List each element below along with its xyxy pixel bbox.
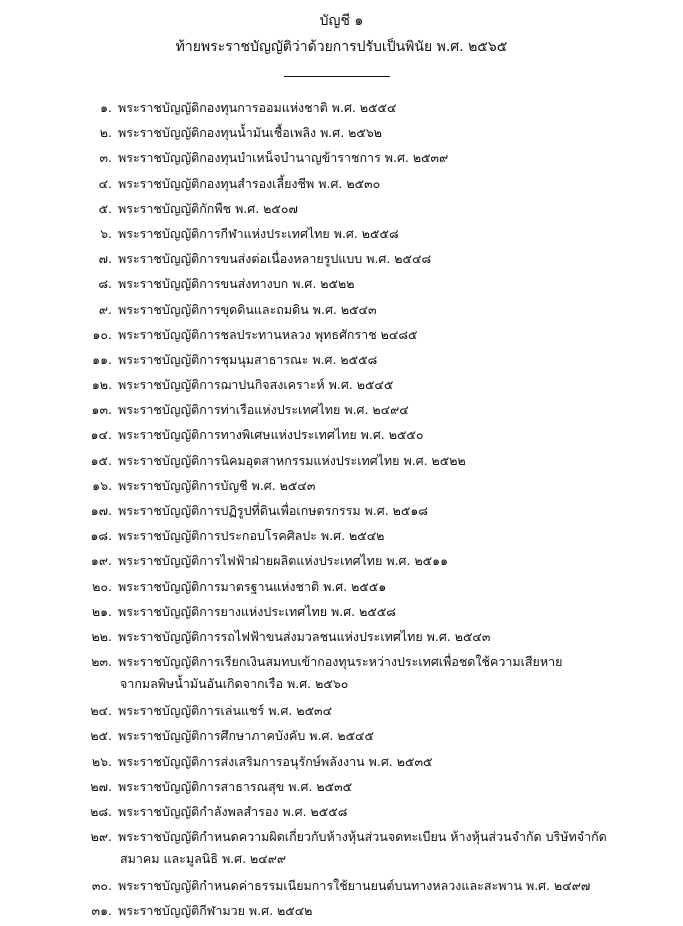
item-number: ๑๒. (91, 377, 112, 393)
item-number: ๑๔. (90, 427, 112, 443)
list-item (0, 425, 683, 450)
act-title: พระราชบัญญัติกองทุนการออมแห่งชาติ พ.ศ. ๒๕๕๔ (118, 100, 397, 115)
act-title: พระราชบัญญัติกำลังพลสำรอง พ.ศ. ๒๕๕๘ (118, 803, 348, 819)
act-title: พระราชบัญญัติการปฏิรูปที่ดินเพื่อเกษตรกรรม พ.ศ. ๒๕๑๘ (118, 503, 428, 518)
act-title-continuation: สมาคม และมูลนิธิ พ.ศ. ๒๔๙๙ (120, 851, 287, 867)
act-title: พระราชบัญญัติการมาตรฐานแห่งชาติ พ.ศ. ๒๕๕๑ (118, 578, 387, 594)
act-title: พระราชบัญญัติกำหนดความผิดเกี่ยวกับห้างหุ้นส่วนจดทะเบียน ห้างหุ้นส่วนจำกัด บริษัทจำกัด (118, 829, 607, 845)
schedule-title: บัญชี ๑ (319, 13, 364, 29)
act-title: พระราชบัญญัติการฌาปนกิจสงเคราะห์ พ.ศ. ๒๕๔๕ (118, 377, 394, 393)
item-number: ๒๓. (91, 654, 112, 670)
list-item (0, 451, 683, 476)
list-item (0, 652, 683, 701)
act-title: พระราชบัญญัติการไฟฟ้าฝ่ายผลิตแห่งประเทศไทย พ.ศ. ๒๕๑๑ (118, 553, 449, 569)
item-number: ๑๕. (90, 452, 112, 468)
item-number: ๓๐. (91, 878, 112, 894)
act-list (0, 98, 683, 926)
list-item (0, 551, 683, 576)
list-item (0, 199, 683, 224)
item-number: ๒๕. (90, 728, 112, 744)
act-title: พระราชบัญญัติการรถไฟฟ้าขนส่งมวลชนแห่งประเทศไทย พ.ศ. ๒๕๔๓ (118, 628, 491, 644)
item-number: ๒๙. (90, 829, 112, 845)
item-number: ๒๔. (90, 703, 112, 719)
list-item (0, 901, 683, 926)
act-title-continuation: จากมลพิษน้ำมันอันเกิดจากเรือ พ.ศ. ๒๕๖๐ (120, 676, 349, 692)
act-title: พระราชบัญญัติการท่าเรือแห่งประเทศไทย พ.ศ. ๒๔๙๔ (118, 402, 409, 418)
list-item (0, 400, 683, 425)
list-item (0, 476, 683, 501)
list-item (0, 802, 683, 827)
act-title: พระราชบัญญัติการยางแห่งประเทศไทย พ.ศ. ๒๕๕๘ (118, 603, 396, 619)
item-number: ๖. (100, 225, 112, 241)
item-number: ๒๐. (92, 578, 112, 594)
item-number: ๑๘. (90, 528, 112, 544)
item-number: ๓. (99, 150, 112, 166)
list-item (0, 577, 683, 602)
item-number: ๙. (98, 301, 112, 317)
list-item (0, 98, 683, 123)
act-title: พระราชบัญญัติการขนส่งต่อเนื่องหลายรูปแบบ พ.ศ. ๒๕๔๘ (118, 251, 432, 267)
item-number: ๒๘. (90, 803, 112, 819)
item-number: ๑๐. (92, 326, 112, 342)
list-item (0, 274, 683, 299)
list-item (0, 827, 683, 876)
act-title: พระราชบัญญัติกองทุนบำเหน็จบำนาญข้าราชการ พ.ศ. ๒๕๓๙ (118, 150, 449, 166)
schedule-subtitle: ท้ายพระราชบัญญัติว่าด้วยการปรับเป็นพินัย พ.ศ. ๒๕๖๕ (175, 39, 508, 55)
list-item (0, 726, 683, 751)
act-title: พระราชบัญญัติการประกอบโรคศิลปะ พ.ศ. ๒๕๔๒ (118, 528, 385, 544)
list-item (0, 876, 683, 901)
list-item (0, 777, 683, 802)
act-title: พระราชบัญญัติการนิคมอุตสาหกรรมแห่งประเทศไทย พ.ศ. ๒๕๒๒ (118, 452, 466, 468)
list-item (0, 300, 683, 325)
act-title: พระราชบัญญัติการศึกษาภาคบังคับ พ.ศ. ๒๕๔๕ (118, 728, 374, 744)
item-number: ๗. (98, 251, 112, 267)
act-title: พระราชบัญญัติกำหนดค่าธรรมเนียมการใช้ยานยนต์บนทางหลวงและสะพาน พ.ศ. ๒๔๙๗ (118, 878, 591, 894)
item-number: ๔. (98, 175, 112, 191)
list-item (0, 602, 683, 627)
act-title: พระราชบัญญัติการขนส่งทางบก พ.ศ. ๒๕๒๒ (118, 276, 355, 292)
act-title: พระราชบัญญัติการชลประทานหลวง พุทธศักราช ๒๔๘๕ (118, 326, 418, 342)
act-title: พระราชบัญญัติการขุดดินและถมดิน พ.ศ. ๒๕๔๓ (118, 301, 377, 317)
item-number: ๒๑. (91, 603, 112, 619)
list-item (0, 752, 683, 777)
item-number: ๘. (98, 276, 112, 292)
title-divider (284, 76, 390, 77)
list-item (0, 249, 683, 274)
act-title: พระราชบัญญัติการสาธารณสุข พ.ศ. ๒๕๓๕ (118, 778, 353, 794)
act-title: พระราชบัญญัติการส่งเสริมการอนุรักษ์พลังงาน พ.ศ. ๒๕๓๕ (118, 753, 433, 769)
item-number: ๒๗. (90, 778, 112, 794)
item-number: ๑. (100, 100, 112, 115)
list-item (0, 375, 683, 400)
act-title: พระราชบัญญัติการกีฬาแห่งประเทศไทย พ.ศ. ๒๕๕๘ (118, 225, 399, 241)
act-title: พระราชบัญญัติการชุมนุมสาธารณะ พ.ศ. ๒๕๕๘ (118, 351, 378, 367)
act-title: พระราชบัญญัติกีฬามวย พ.ศ. ๒๕๔๒ (118, 903, 313, 919)
item-number: ๒๖. (91, 753, 112, 769)
item-number: ๓๑. (91, 903, 112, 919)
list-item (0, 627, 683, 652)
act-title: พระราชบัญญัติการเล่นแชร์ พ.ศ. ๒๕๓๔ (118, 703, 333, 719)
act-title: พระราชบัญญัติการเรียกเงินสมทบเข้ากองทุนระหว่างประเทศเพื่อชดใช้ความเสียหาย (118, 654, 563, 670)
list-item (0, 501, 683, 526)
list-item (0, 526, 683, 551)
list-item (0, 701, 683, 726)
item-number: ๒๒. (91, 628, 112, 644)
act-title: พระราชบัญญัติการทางพิเศษแห่งประเทศไทย พ.ศ. ๒๕๕๐ (118, 427, 424, 443)
list-item (0, 350, 683, 375)
act-title: พระราชบัญญัติกักพืช พ.ศ. ๒๕๐๗ (118, 200, 298, 216)
list-item (0, 325, 683, 350)
item-number: ๑๑. (92, 351, 112, 367)
act-title: พระราชบัญญัติกองทุนน้ำมันเชื้อเพลิง พ.ศ. ๒๕๖๒ (118, 125, 383, 141)
item-number: ๑๗. (90, 503, 112, 518)
list-item (0, 148, 683, 173)
item-number: ๕. (98, 200, 112, 216)
act-title: พระราชบัญญัติการบัญชี พ.ศ. ๒๕๔๓ (118, 477, 316, 493)
item-number: ๑๖. (92, 477, 112, 493)
item-number: ๑๙. (90, 553, 112, 569)
list-item (0, 224, 683, 249)
act-title: พระราชบัญญัติกองทุนสำรองเลี้ยงชีพ พ.ศ. ๒๕๓๐ (118, 175, 381, 191)
item-number: ๒. (99, 125, 112, 141)
list-item (0, 174, 683, 199)
list-item (0, 123, 683, 148)
item-number: ๑๓. (91, 402, 112, 418)
